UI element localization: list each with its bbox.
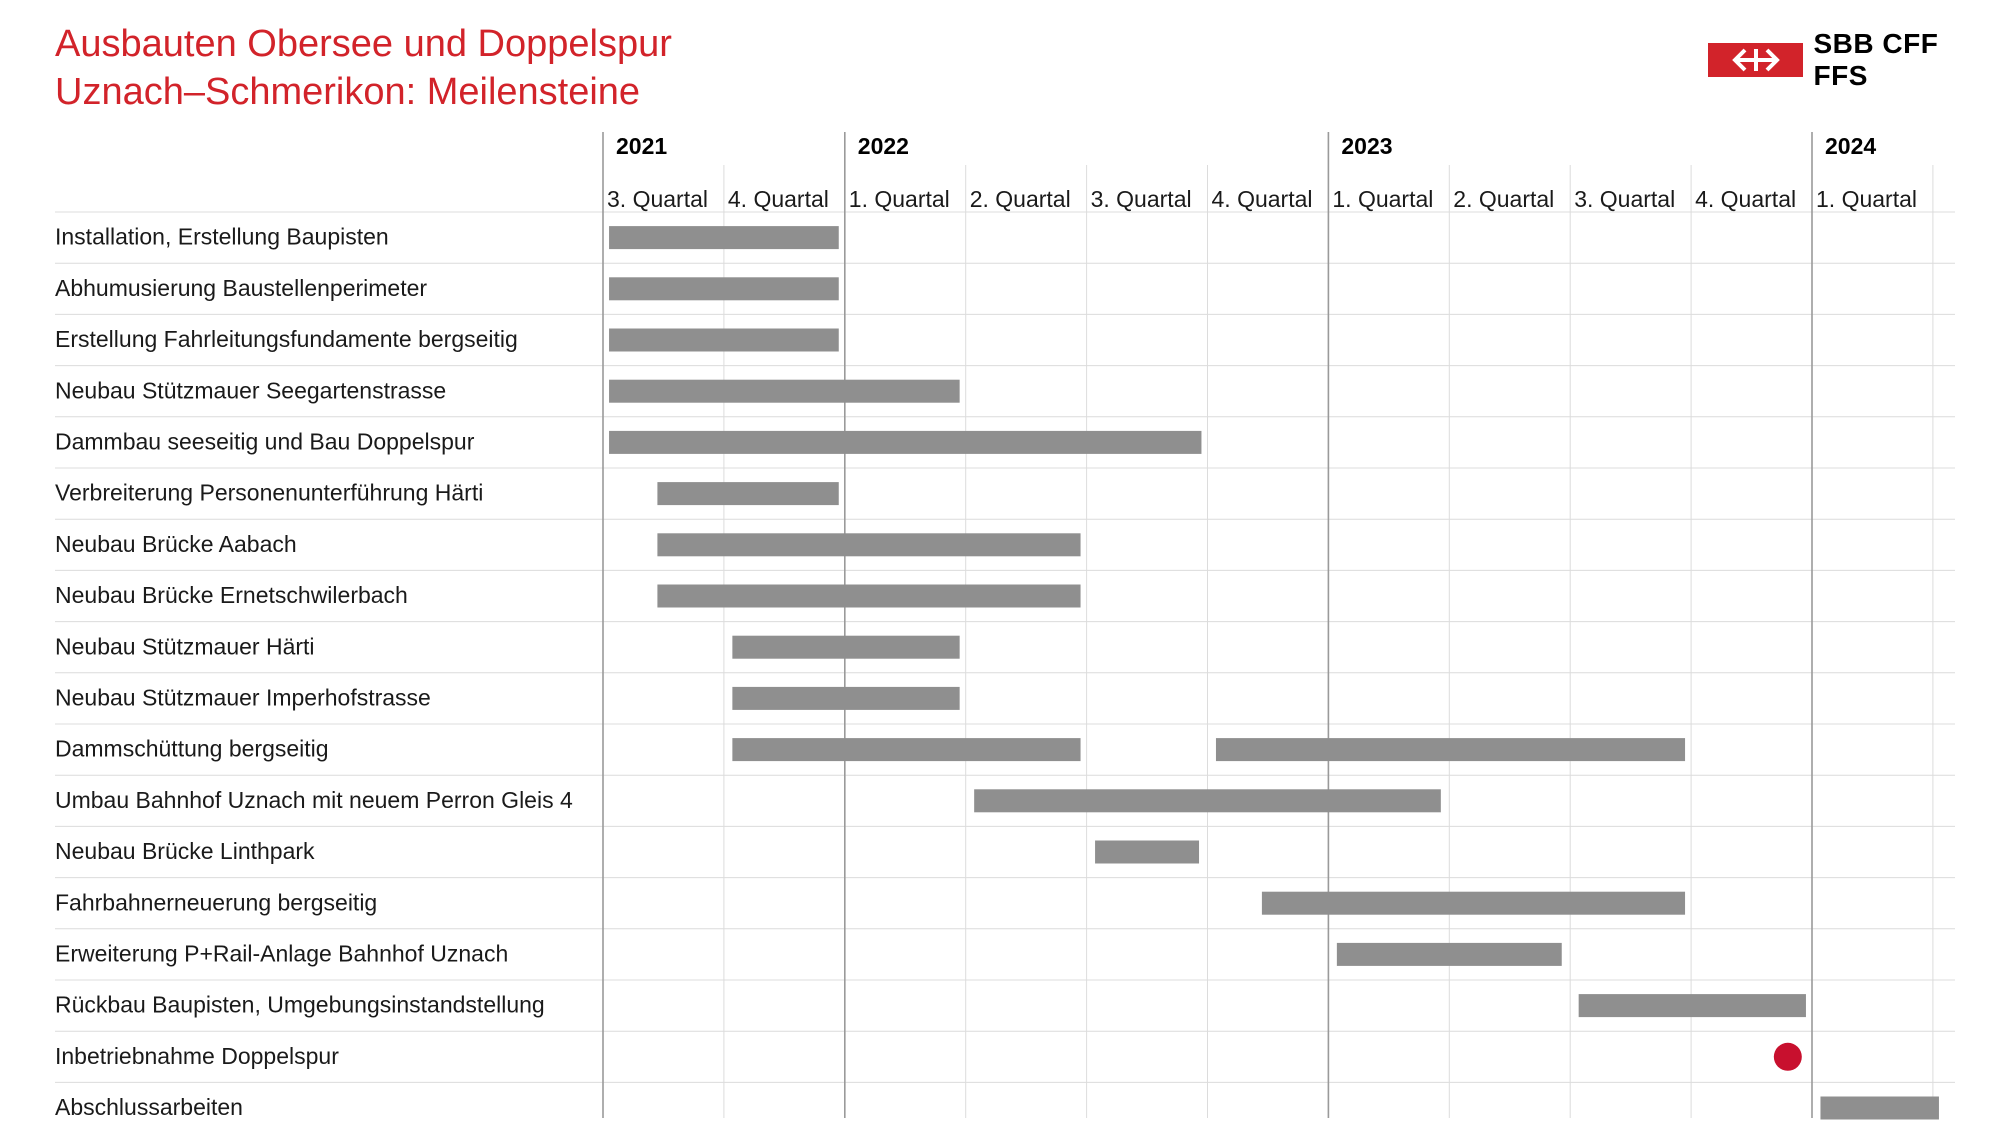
quarter-label: 3. Quartal (1574, 186, 1676, 212)
task-bar (732, 738, 1080, 761)
task-label: Neubau Brücke Ernetschwilerbach (55, 582, 408, 609)
logo-text: SBB CFF FFS (1813, 28, 1939, 91)
quarter-label: 3. Quartal (607, 186, 708, 212)
task-bar (1579, 994, 1806, 1017)
quarter-label: 1. Quartal (848, 186, 950, 212)
quarter-label: 4. Quartal (727, 186, 829, 212)
task-bar (609, 226, 839, 249)
task-label: Neubau Brücke Aabach (55, 530, 297, 557)
quarter-label: 1. Quartal (1816, 186, 1917, 212)
task-bar (1216, 738, 1685, 761)
task-bar (1820, 1097, 1938, 1120)
task-label: Erweiterung P+Rail-Anlage Bahnhof Uznach (55, 940, 509, 967)
task-label: Abschlussarbeiten (55, 1094, 243, 1121)
task-label: Erstellung Fahrleitungsfundamente bergseitig (55, 326, 518, 353)
task-bar (1095, 841, 1199, 864)
task-label: Dammschüttung bergseitig (55, 735, 329, 762)
year-label: 2021 (616, 133, 668, 159)
quarter-label: 4. Quartal (1211, 186, 1313, 212)
task-label: Neubau Stützmauer Imperhofstrasse (55, 684, 431, 711)
task-bar (974, 789, 1441, 812)
task-label: Neubau Stützmauer Härti (55, 633, 315, 660)
milestone-marker (1774, 1043, 1802, 1071)
task-label: Umbau Bahnhof Uznach mit neuem Perron Gleis 4 (55, 786, 573, 813)
year-label: 2023 (1341, 133, 1393, 159)
title-line-1: Ausbauten Obersee und Doppelspur (55, 23, 672, 65)
task-bar (657, 482, 838, 505)
quarter-label: 1. Quartal (1332, 186, 1434, 212)
task-bar (609, 277, 839, 300)
task-label: Abhumusierung Baustellenperimeter (55, 274, 428, 301)
task-label: Installation, Erstellung Baupisten (55, 223, 389, 250)
title-line-2: Uznach–Schmerikon: Meilensteine (55, 71, 641, 113)
task-label: Fahrbahnerneuerung bergseitig (55, 889, 378, 916)
task-label: Dammbau seeseitig und Bau Doppelspur (55, 428, 475, 455)
task-label: Neubau Stützmauer Seegartenstrasse (55, 377, 447, 404)
task-bar (657, 533, 1080, 556)
year-label: 2024 (1825, 133, 1877, 159)
task-label: Inbetriebnahme Doppelspur (55, 1042, 339, 1069)
quarter-label: 2. Quartal (969, 186, 1071, 212)
task-bar (732, 636, 959, 659)
task-label: Verbreiterung Personenunterführung Härti (55, 479, 484, 506)
task-label: Neubau Brücke Linthpark (55, 838, 315, 865)
task-label: Rückbau Baupisten, Umgebungsinstandstellung (55, 991, 545, 1018)
quarter-label: 3. Quartal (1090, 186, 1192, 212)
quarter-label: 2. Quartal (1453, 186, 1555, 212)
task-bar (657, 585, 1080, 608)
task-bar (732, 687, 959, 710)
task-bar (1337, 943, 1562, 966)
task-bar (609, 431, 1201, 454)
quarter-label: 4. Quartal (1695, 186, 1797, 212)
task-bar (609, 329, 839, 352)
year-label: 2022 (857, 133, 909, 159)
task-bar (609, 380, 960, 403)
task-bar (1262, 892, 1685, 915)
